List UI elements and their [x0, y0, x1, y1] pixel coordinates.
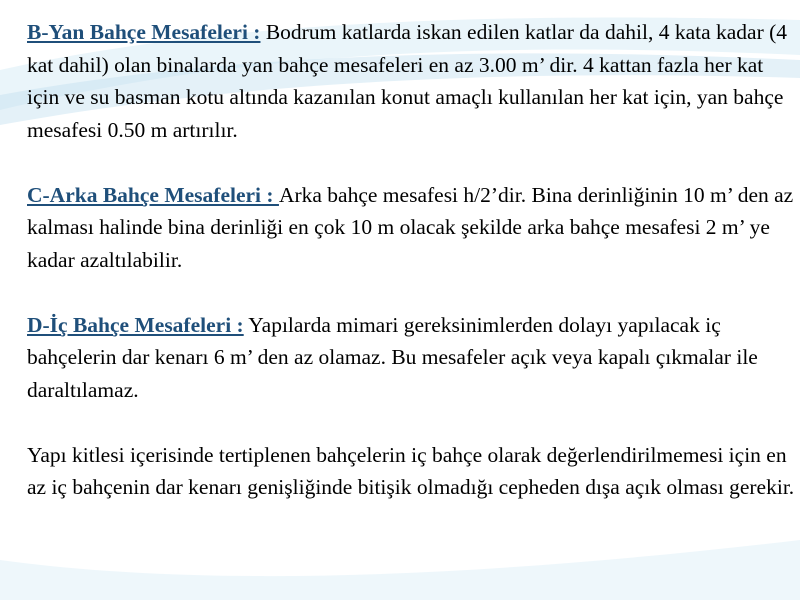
- section-c: [27, 179, 795, 277]
- section-c-heading: C-Arka Bahçe Mesafeleri :: [27, 182, 279, 207]
- spacer: [27, 406, 795, 439]
- section-b-heading: B-Yan Bahçe Mesafeleri :: [27, 20, 261, 44]
- closing-text: Yapı kitlesi içerisinde tertiplenen bahçelerin iç bahçe olarak değerlendirilmemesi için en az iç bahçenin dar kenarı genişliğinde bitişik olmadığı cepheden dışa açık olması gerekir.: [27, 442, 795, 499]
- slide-content: [27, 16, 795, 504]
- spacer: [27, 276, 795, 309]
- spacer: [27, 146, 795, 179]
- section-c-body: Arka bahçe mesafesi h/2’dir. Bina derinliğinin 10 m’ den az kalması halinde bina derinliği en çok 10 m olacak şekilde arka bahçe mesafesi 2 m’ ye kadar azaltılabilir.: [27, 182, 794, 272]
- closing-paragraph: [27, 439, 795, 504]
- section-d: [27, 309, 795, 407]
- section-d-body: Yapılarda mimari gereksinimlerden dolayı yapılacak iç bahçelerin dar kenarı 6 m’ den az olamaz. Bu mesafeler açık veya kapalı çıkmalar ile daraltılamaz.: [27, 312, 758, 402]
- section-b: [27, 16, 795, 146]
- section-d-heading: D-İç Bahçe Mesafeleri :: [27, 312, 244, 337]
- section-b-body: Bodrum katlarda iskan edilen katlar da dahil, 4 kata kadar (4 kat dahil) olan binalarda yan bahçe mesafeleri en az 3.00 m’ dir. 4 kattan fazla her kat için ve su basman kotu altında kazanılan konut amaçlı kullanılan her kat için, yan bahçe mesafesi 0.50 m artırılır.: [27, 20, 788, 142]
